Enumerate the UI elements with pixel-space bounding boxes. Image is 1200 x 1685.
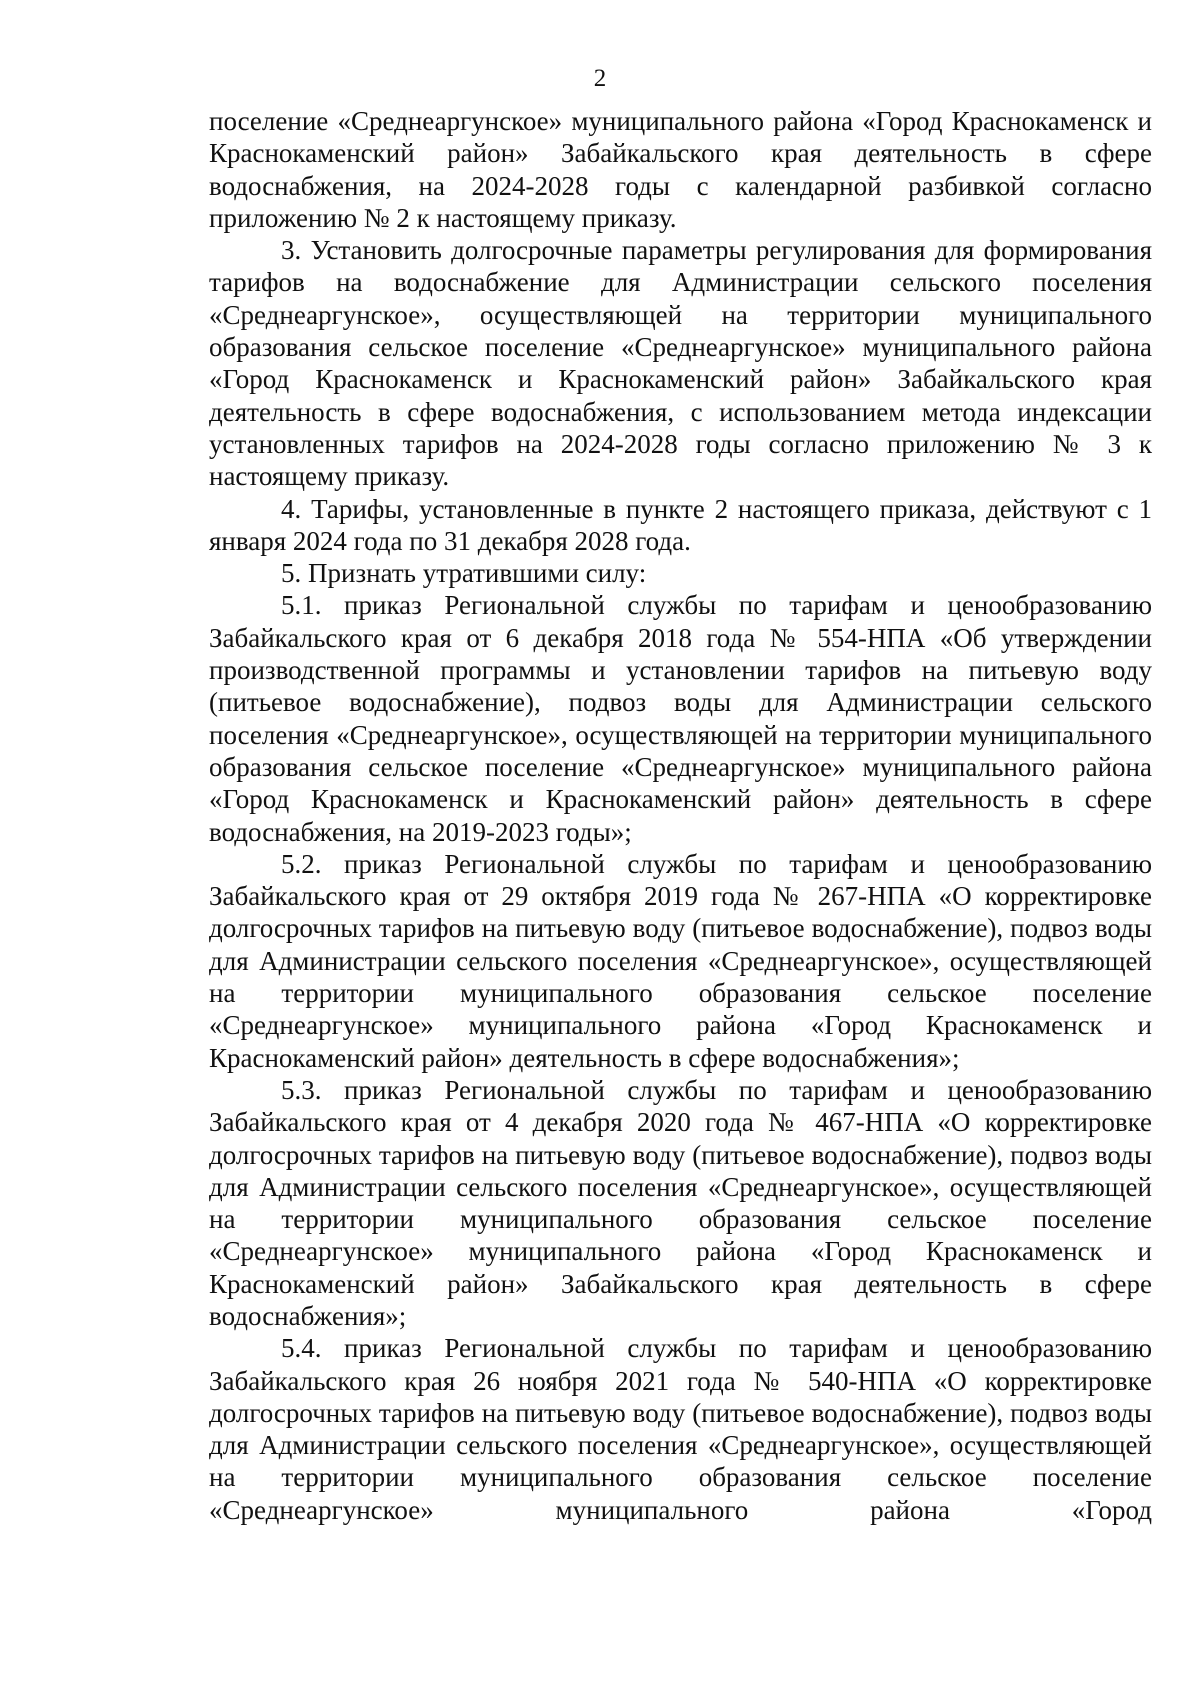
paragraph-item-5-4: 5.4. приказ Региональной службы по тарифам и ценообразованию Забайкальского края 26 ноября 2021 года № 540-НПА «О корректировке долгосрочных тарифов на питьевую воду (питьевое водоснабжение), подвоз воды для Администрации сельского поселения «Среднеаргунское», осуществляющей на территории муниципального образования сельское поселение «Среднеаргунское» муниципального района «Город bbox=[209, 1333, 1152, 1525]
paragraph-item-5-3: 5.3. приказ Региональной службы по тарифам и ценообразованию Забайкальского края от 4 декабря 2020 года № 467-НПА «О корректировке долгосрочных тарифов на питьевую воду (питьевое водоснабжение), подвоз воды для Администрации сельского поселения «Среднеаргунское», осуществляющей на территории муниципального образования сельское поселение «Среднеаргунское» муниципального района «Город Краснокаменск и Краснокаменский район» Забайкальского края деятельность в сфере водоснабжения»; bbox=[209, 1074, 1152, 1331]
paragraph-item-5: 5. Признать утратившими силу: bbox=[281, 558, 647, 589]
page-number: 2 bbox=[593, 65, 607, 92]
paragraph-item-5-1: 5.1. приказ Региональной службы по тарифам и ценообразованию Забайкальского края от 6 декабря 2018 года № 554-НПА «Об утверждении производственной программы и установлении тарифов на питьевую воду (питьевое водоснабжение), подвоз воды для Администрации сельского поселения «Среднеаргунское», осуществляющей на территории муниципального образования сельское поселение «Среднеаргунское» муниципального района «Город Краснокаменск и Краснокаменский район» деятельность в сфере водоснабжения, на 2019-2023 годы»; bbox=[209, 590, 1152, 847]
paragraph-item-5-2: 5.2. приказ Региональной службы по тарифам и ценообразованию Забайкальского края от 29 октября 2019 года № 267-НПА «О корректировке долгосрочных тарифов на питьевую воду (питьевое водоснабжение), подвоз воды для Администрации сельского поселения «Среднеаргунское», осуществляющей на территории муниципального образования сельское поселение «Среднеаргунское» муниципального района «Город Краснокаменск и Краснокаменский район» деятельность в сфере водоснабжения»; bbox=[209, 848, 1152, 1073]
document-body bbox=[209, 105, 1152, 1526]
paragraph-continuation: поселение «Среднеаргунское» муниципального района «Город Краснокаменск и Краснокаменский район» Забайкальского края деятельность в сфере водоснабжения, на 2024-2028 годы с календарной разбивкой согласно приложению № 2 к настоящему приказу. bbox=[209, 106, 1152, 233]
paragraph-item-4: 4. Тарифы, установленные в пункте 2 настоящего приказа, действуют с 1 января 2024 года по 31 декабря 2028 года. bbox=[209, 493, 1152, 556]
paragraph-item-3: 3. Установить долгосрочные параметры регулирования для формирования тарифов на водоснабжение для Администрации сельского поселения «Среднеаргунское», осуществляющей на территории муниципального образования сельское поселение «Среднеаргунское» муниципального района «Город Краснокаменск и Краснокаменский район» Забайкальского края деятельность в сфере водоснабжения, с использованием метода индексации установленных тарифов на 2024-2028 годы согласно приложению № 3 к настоящему приказу. bbox=[209, 235, 1152, 492]
